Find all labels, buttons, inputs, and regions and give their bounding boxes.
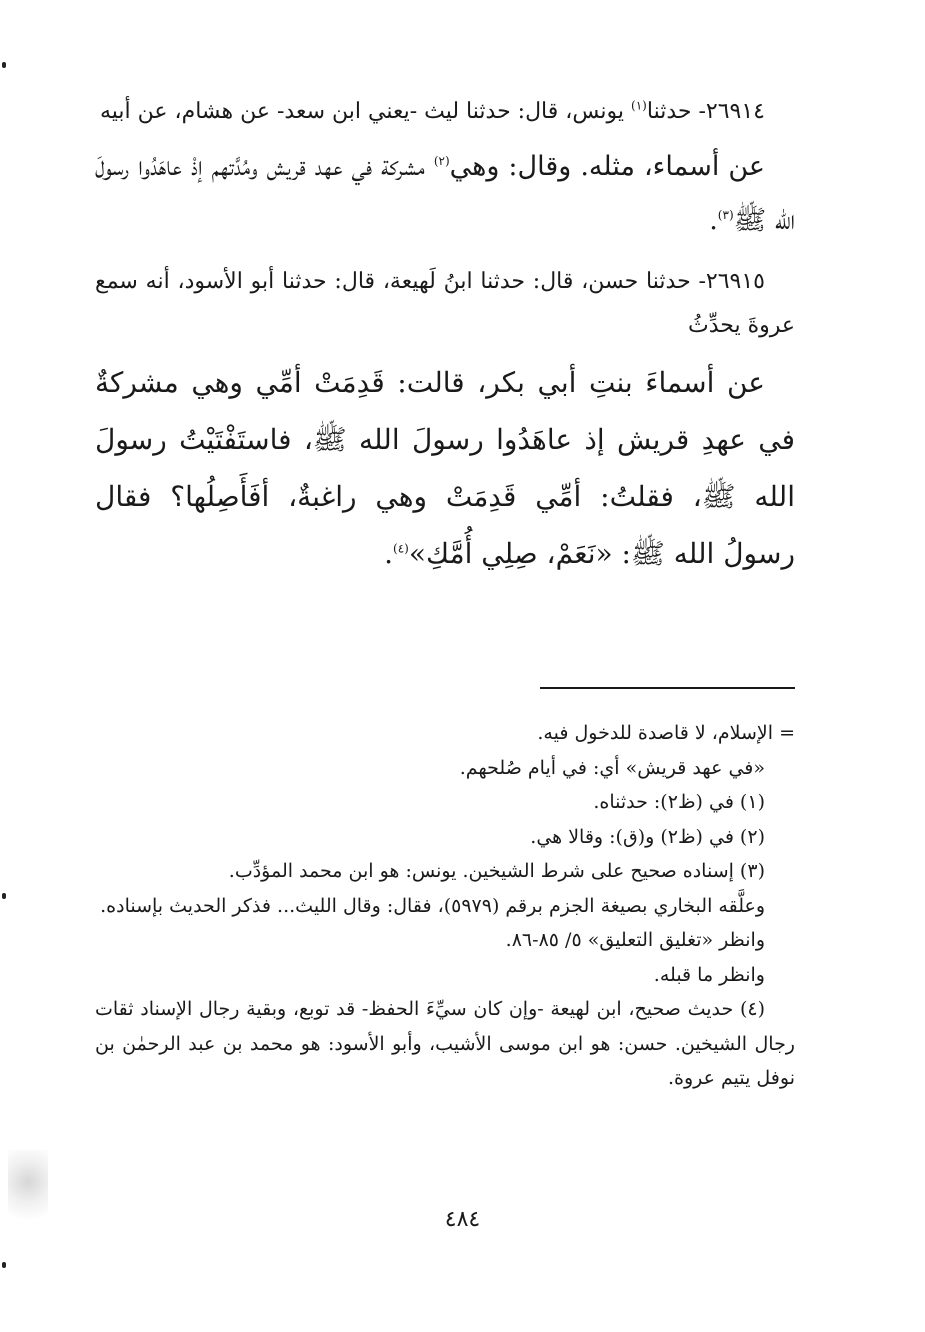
hadith-26915-matn: عن أسماءَ بنتِ أبي بكر، قالت: قَدِمَتْ أمِّي وهي مشركةٌ في عهدِ قريش إذ عاهَدُوا رسولَ الله ﷺ، فاستَفْتَيْتُ رسولَ الله ﷺ، فقلتُ: أمِّي قَدِمَتْ وهي راغبةٌ، أفَأَصِلُها؟ فقال رسولُ الله ﷺ: «نَعَمْ، صِلِي أُمَّكِ»$^{(٤)}$.	[95, 366, 795, 570]
footnote-3-cont: وعلَّقه البخاري بصيغة الجزم برقم (٥٩٧٩)، فقال: وقال الليث... فذكر الحديث بإسناده.	[100, 894, 765, 917]
footnote-4: (٤) حديث صحيح، ابن لهيعة -وإن كان سيِّءَ الحفظ- قد توبع، وبقية رجال الإسناد ثقات رجال الشيخين. حسن: هو ابن موسى الأشيب، وأبو الأسود: هو محمد بن عبد الرحمٰن بن نوفل يتيم عروة.	[95, 998, 795, 1089]
page-number: ٤٨٤	[444, 1207, 481, 1232]
footnote-ref-1[interactable]: (١)	[631, 98, 647, 113]
hadith-26914-isnad: ٢٦٩١٤- حدثنا$^{(١)}$ يونس، قال: حدثنا ليث -يعني ابن سعد- عن هشام، عن أبيه	[99, 98, 765, 124]
footnote-3-cont: وانظر «تغليق التعليق» ٥/ ٨٥-٨٦.	[505, 929, 765, 951]
margin-mark	[2, 1262, 6, 1268]
footnote-line: = الإسلام، لا قاصدة للدخول فيه.	[537, 722, 795, 744]
footnote-ref-2[interactable]: (٢)	[433, 154, 450, 168]
footnote-ref-4[interactable]: (٤)	[393, 541, 409, 556]
margin-mark	[2, 62, 6, 68]
footnote-ref-3[interactable]: (٣)	[717, 208, 734, 222]
margin-mark	[2, 893, 6, 899]
footnote-2: (٢) في (ظ٢) و(ق): وقالا هي.	[530, 825, 765, 848]
hadith-26914-matn: عن أسماء، مثله. وقال: وهي$^{(٢)}$ مشركة في عهد قريش ومُدَّتهم إذْ عاهَدُوا رسولَ الله ﷺ$^{(٣)}$.	[95, 151, 795, 236]
main-text	[95, 90, 795, 582]
footnote-3: (٣) إسناده صحيح على شرط الشيخين. يونس: هو ابن محمد المؤدِّب.	[228, 860, 765, 882]
footnote-divider	[540, 687, 795, 689]
hadith-26915-isnad: ٢٦٩١٥- حدثنا حسن، قال: حدثنا ابنُ لَهيعة، قال: حدثنا أبو الأسود، أنه سمع عروةَ يحدِّثُ	[95, 269, 795, 338]
footnote-line: «في عهد قريش» أي: في أيام صُلحهم.	[459, 756, 765, 779]
footnote-3-cont: وانظر ما قبله.	[653, 963, 765, 986]
footnotes	[95, 716, 795, 1096]
footnote-1: (١) في (ظ٢): حدثناه.	[593, 791, 765, 813]
